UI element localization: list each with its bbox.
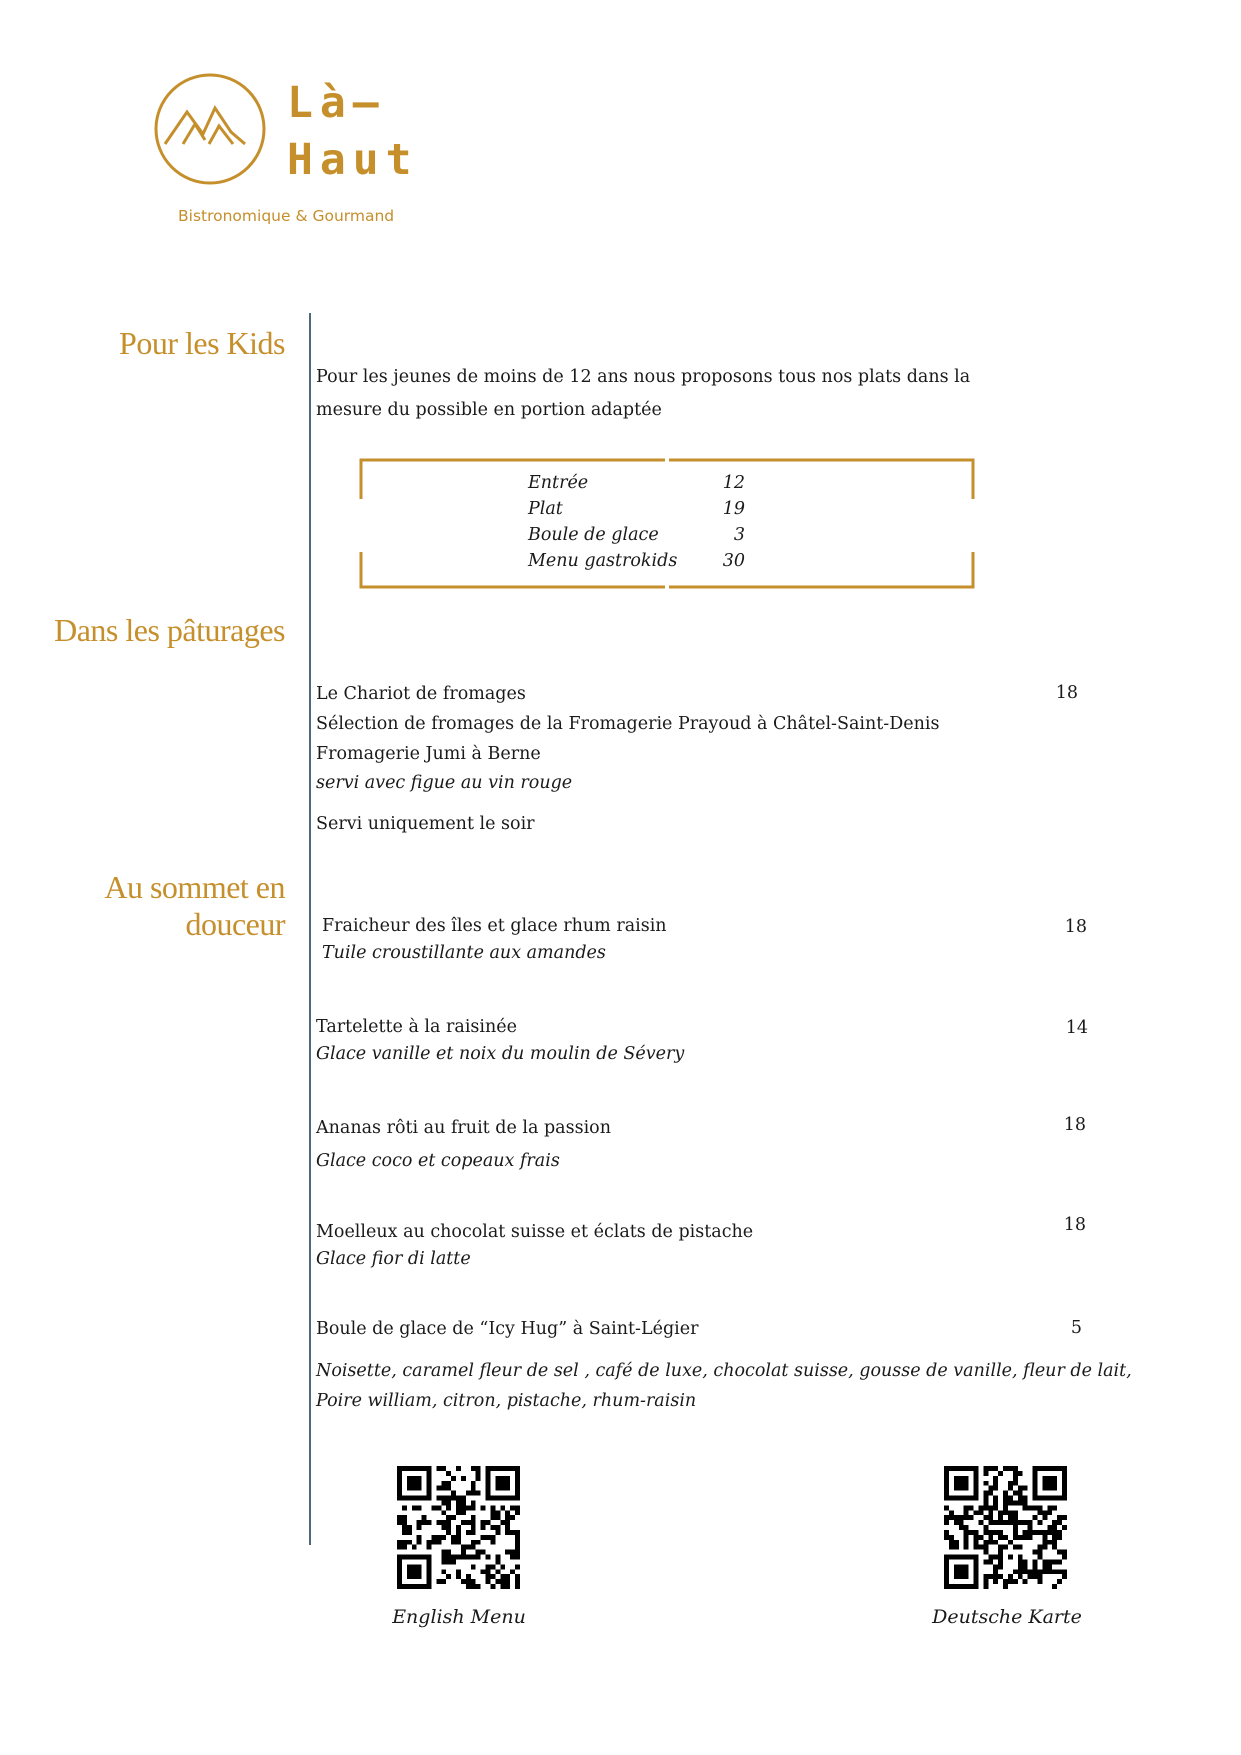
dessert-price: 5 — [1070, 1318, 1082, 1338]
kids-item-label: Entrée — [528, 473, 589, 493]
cheese-price: 18 — [1055, 683, 1078, 703]
ice-cream-flavors-line-1: Noisette, caramel fleur de sel , café de luxe, chocolat suisse, gousse de vanille, fleur de lait, — [316, 1361, 1132, 1381]
kids-item-price: 30 — [722, 551, 745, 571]
kids-item-label: Menu gastrokids — [528, 551, 678, 571]
kids-item-price: 12 — [722, 473, 745, 493]
logo-mountain-icon — [153, 72, 267, 186]
section-title-cheese: Dans les pâturages — [54, 612, 285, 648]
dessert-name: Fraicheur des îles et glace rhum raisin — [322, 916, 667, 936]
kids-item-price: 19 — [722, 499, 745, 519]
kids-item-label: Boule de glace — [528, 525, 659, 545]
brand-tagline: Bistronomique & Gourmand — [178, 207, 395, 225]
brand-line-2: Haut — [287, 135, 419, 185]
dessert-name: Ananas rôti au fruit de la passion — [316, 1118, 611, 1138]
cheese-description-3: servi avec figue au vin rouge — [316, 773, 573, 793]
dessert-price: 18 — [1064, 917, 1087, 937]
qr-code-german-icon[interactable] — [944, 1466, 1067, 1589]
dessert-description: Glace vanille et noix du moulin de Sévery — [316, 1044, 685, 1064]
dessert-price: 14 — [1065, 1018, 1088, 1038]
qr-label-german: Deutsche Karte — [932, 1606, 1082, 1628]
kids-menu-list — [528, 470, 677, 574]
dessert-description: Tuile croustillante aux amandes — [322, 943, 606, 963]
section-title-desserts: Au sommet en douceur — [104, 869, 285, 942]
qr-label-english: English Menu — [392, 1606, 526, 1628]
dessert-price: 18 — [1063, 1215, 1086, 1235]
qr-code-english-icon[interactable] — [397, 1466, 520, 1589]
dessert-description: Glace coco et copeaux frais — [316, 1151, 560, 1171]
dessert-name: Moelleux au chocolat suisse et éclats de pistache — [316, 1222, 754, 1242]
kids-item-label: Plat — [528, 499, 563, 519]
cheese-description-1: Sélection de fromages de la Fromagerie Prayoud à Châtel-Saint-Denis — [316, 714, 940, 734]
kids-intro-line-1: Pour les jeunes de moins de 12 ans nous proposons tous nos plats dans la — [316, 367, 971, 387]
cheese-note: Servi uniquement le soir — [316, 814, 535, 834]
kids-intro-line-2: mesure du possible en portion adaptée — [316, 400, 662, 420]
kids-item-price: 3 — [733, 525, 745, 545]
dessert-description: Glace fior di latte — [316, 1249, 471, 1269]
cheese-name: Le Chariot de fromages — [316, 684, 526, 704]
cheese-description-2: Fromagerie Jumi à Berne — [316, 744, 541, 764]
dessert-name: Boule de glace de “Icy Hug” à Saint-Légier — [316, 1319, 699, 1339]
dessert-price: 18 — [1063, 1115, 1086, 1135]
dessert-name: Tartelette à la raisinée — [316, 1017, 517, 1037]
section-title-kids: Pour les Kids — [119, 325, 285, 361]
brand-line-1: Là— — [287, 78, 386, 128]
vertical-divider — [309, 313, 311, 1545]
ice-cream-flavors-line-2: Poire william, citron, pistache, rhum-raisin — [316, 1391, 697, 1411]
kids-price-list — [700, 470, 745, 574]
